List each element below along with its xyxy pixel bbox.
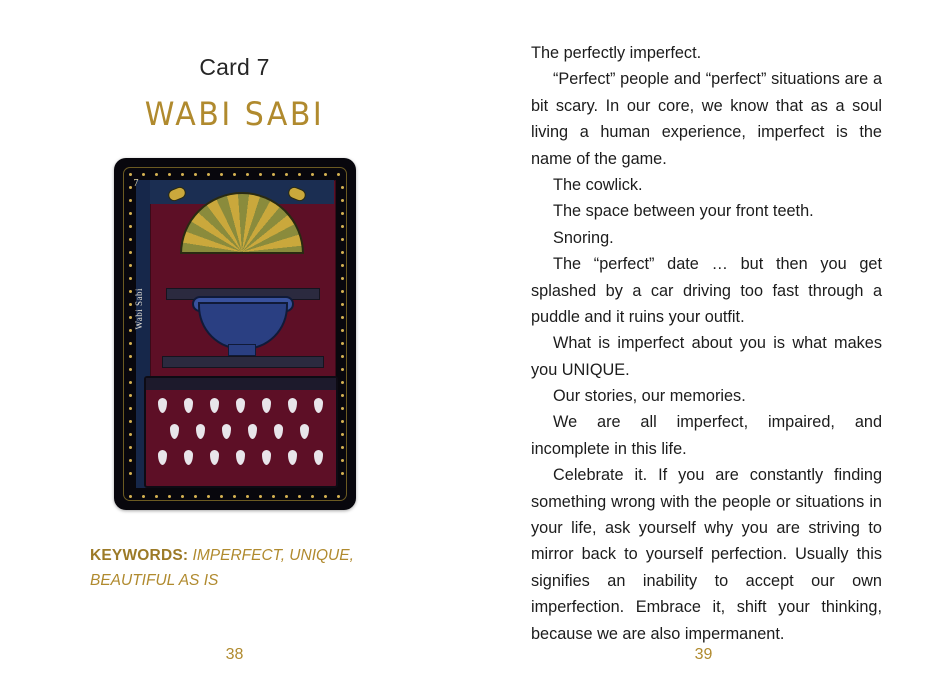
card-border-dot — [341, 264, 344, 267]
card-border-dot — [233, 495, 236, 498]
raindrop-icon — [210, 398, 219, 413]
card-border-dot — [129, 433, 132, 436]
card-border-dot — [341, 277, 344, 280]
body-paragraph: Our stories, our memories. — [553, 387, 746, 406]
raindrop-icon — [236, 450, 245, 465]
card-border-dot — [129, 173, 132, 176]
card-border-dot — [129, 290, 132, 293]
card-border-dot — [129, 277, 132, 280]
bowl-stem — [228, 344, 256, 356]
body-paragraph: Snoring. — [553, 228, 614, 247]
card-vertical-label: Wabi Sabi — [133, 288, 144, 330]
raindrop-icon — [300, 424, 309, 439]
raindrop-icon — [236, 398, 245, 413]
raindrop-icon — [184, 398, 193, 413]
tarot-card-illustration — [114, 158, 356, 510]
artwork-lower-shelf — [162, 356, 324, 368]
card-border-dot — [324, 495, 327, 498]
card-border-dot — [220, 173, 223, 176]
card-border-dot — [285, 495, 288, 498]
card-border-dot — [341, 303, 344, 306]
card-border-dot — [220, 495, 223, 498]
raindrop-icon — [314, 450, 323, 465]
card-border-dot — [181, 495, 184, 498]
card-border-dot — [341, 459, 344, 462]
card-border-dot — [207, 495, 210, 498]
raindrop-icon — [248, 424, 257, 439]
raindrop-icon — [222, 424, 231, 439]
card-image-wrap — [54, 158, 415, 510]
card-border-dot — [168, 173, 171, 176]
card-border-dot — [341, 251, 344, 254]
raindrop-icon — [262, 450, 271, 465]
card-title: WABI SABI — [144, 95, 325, 134]
card-border-dot — [129, 407, 132, 410]
card-border-dot — [341, 316, 344, 319]
card-border-dot — [129, 342, 132, 345]
raindrop-icon — [288, 450, 297, 465]
card-border-dot — [337, 495, 340, 498]
card-border-dot — [129, 355, 132, 358]
card-border-dot — [311, 173, 314, 176]
body-paragraph: “Perfect” people and “perfect” situations are a bit scary. In our core, we know that as a soul living a human experience, imperfect is the name of the game. — [531, 70, 882, 168]
card-border-dot — [129, 212, 132, 215]
keywords-values: IMPERFECT, UNIQUE, BEAUTIFUL AS IS — [90, 547, 354, 589]
card-border-dot — [341, 329, 344, 332]
card-corner-number: 7 — [133, 178, 139, 189]
card-border-dot — [341, 433, 344, 436]
card-border-dot — [246, 495, 249, 498]
raindrop-icon — [184, 450, 193, 465]
card-border-dot — [168, 495, 171, 498]
card-border-dot — [129, 472, 132, 475]
body-paragraph: We are all imperfect, impaired, and incomplete in this life. — [531, 413, 882, 458]
card-border-dot — [142, 173, 145, 176]
card-border-dot — [129, 303, 132, 306]
card-border-dot — [341, 394, 344, 397]
folio-right: 39 — [694, 646, 713, 663]
card-border-dot — [341, 446, 344, 449]
card-number-heading: Card 7 — [199, 54, 270, 80]
body-paragraph: Celebrate it. If you are constantly finding something wrong with the people or situations in your life, ask yourself why you are striving to mirror back to yourself perfection. Usually this signifies an inability to accept our own imperfection. Embrace it, shift your thinking, because we are also impermanent. — [531, 466, 882, 643]
raindrop-icon — [314, 398, 323, 413]
body-paragraph: The cowlick. — [553, 175, 643, 194]
raindrop-panel-band — [146, 378, 336, 390]
card-artwork — [133, 178, 334, 488]
body-paragraph: The perfectly imperfect. — [531, 44, 702, 62]
card-border-dot — [129, 420, 132, 423]
card-border-dot — [298, 173, 301, 176]
card-border-dot — [142, 495, 145, 498]
card-border-dot — [246, 173, 249, 176]
card-border-dot — [194, 173, 197, 176]
card-border-dot — [285, 173, 288, 176]
raindrop-icon — [170, 424, 179, 439]
card-border-dot — [341, 199, 344, 202]
card-border-dot — [181, 173, 184, 176]
card-border-dot — [337, 173, 340, 176]
card-border-dot — [341, 186, 344, 189]
card-border-dot — [155, 495, 158, 498]
card-border-dot — [259, 173, 262, 176]
card-border-dot — [194, 495, 197, 498]
card-border-dot — [129, 264, 132, 267]
card-border-dot — [341, 342, 344, 345]
card-border-dot — [233, 173, 236, 176]
right-page — [469, 0, 938, 694]
card-border-dot — [207, 173, 210, 176]
card-border-dot — [129, 238, 132, 241]
card-border-dot — [129, 329, 132, 332]
card-border-dot — [129, 459, 132, 462]
card-border-dot — [129, 186, 132, 189]
keywords-label: KEYWORDS: — [90, 547, 189, 564]
card-border-dot — [311, 495, 314, 498]
card-border-dot — [341, 381, 344, 384]
body-paragraph: The “perfect” date … but then you get splashed by a car driving too fast through a puddle and it ruins your outfit. — [531, 255, 882, 326]
card-border-dot — [129, 394, 132, 397]
card-border-dot — [341, 355, 344, 358]
card-border-dot — [324, 173, 327, 176]
card-border-dot — [341, 238, 344, 241]
raindrop-icon — [158, 398, 167, 413]
card-border-dot — [259, 495, 262, 498]
raindrop-icon — [274, 424, 283, 439]
body-paragraph: What is imperfect about you is what makes you UNIQUE. — [531, 334, 882, 379]
card-border-dot — [129, 199, 132, 202]
raindrop-panel — [144, 376, 338, 488]
card-border-dot — [272, 495, 275, 498]
raindrop-icon — [262, 398, 271, 413]
card-border-dot — [129, 381, 132, 384]
card-border-dot — [129, 225, 132, 228]
card-border-dot — [341, 368, 344, 371]
card-border-dot — [155, 173, 158, 176]
card-border-dot — [341, 472, 344, 475]
card-border-dot — [272, 173, 275, 176]
card-border-dot — [341, 407, 344, 410]
card-border-dot — [298, 495, 301, 498]
card-border-dot — [341, 225, 344, 228]
keywords-block — [54, 544, 415, 594]
card-border-dot — [129, 368, 132, 371]
card-border-dot — [341, 420, 344, 423]
body-text — [531, 40, 882, 647]
card-border-dot — [129, 495, 132, 498]
raindrop-icon — [288, 398, 297, 413]
raindrop-icon — [210, 450, 219, 465]
raindrop-icon — [196, 424, 205, 439]
card-border-dot — [341, 212, 344, 215]
folio-left: 38 — [225, 646, 244, 663]
body-paragraph: The space between your front teeth. — [553, 202, 814, 221]
card-border-dot — [341, 290, 344, 293]
card-border-dot — [129, 316, 132, 319]
raindrop-icon — [158, 450, 167, 465]
card-border-dot — [129, 446, 132, 449]
card-border-dot — [129, 251, 132, 254]
